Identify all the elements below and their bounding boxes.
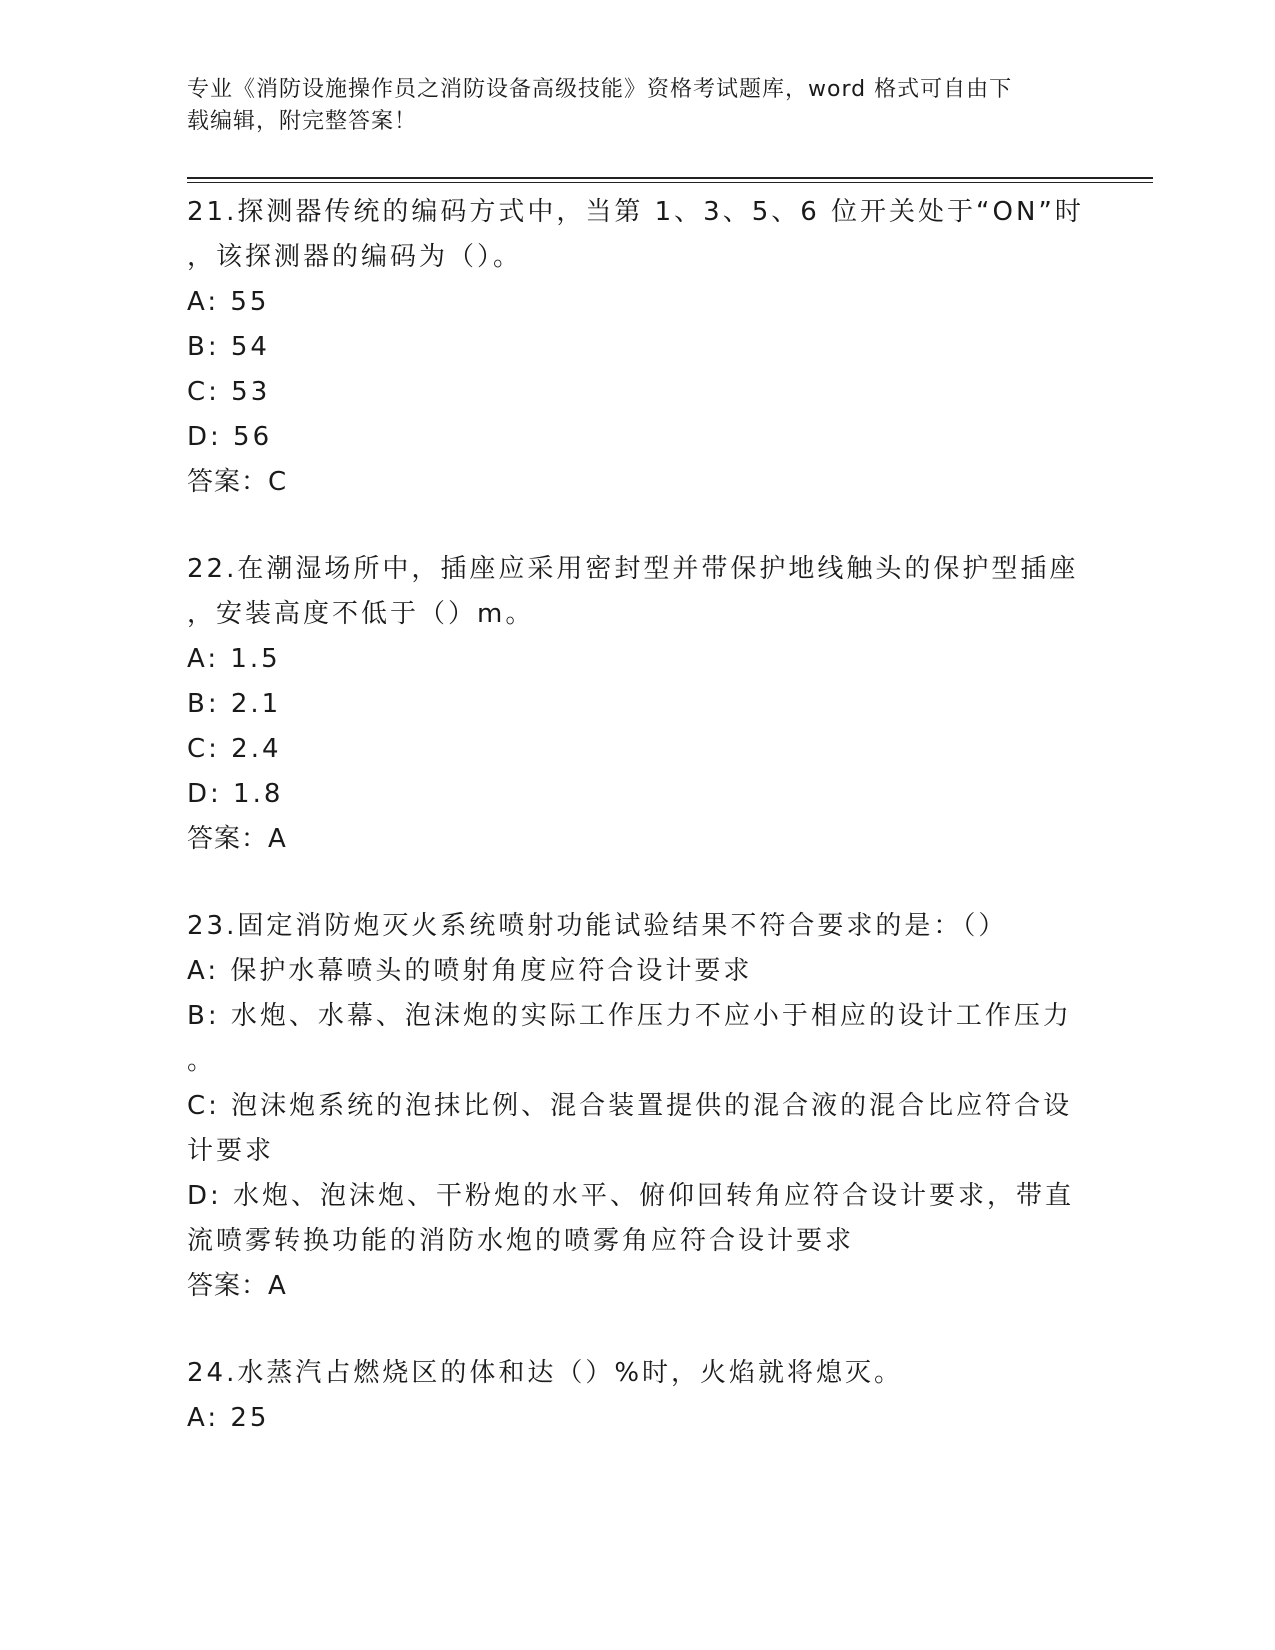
option-a: A: 25 bbox=[187, 1403, 270, 1433]
option-b-continuation: 。 bbox=[187, 1046, 217, 1076]
question-text: 22.在潮湿场所中，插座应采用密封型并带保护地线触头的保护型插座 bbox=[187, 554, 1079, 584]
header-divider-thick bbox=[187, 177, 1153, 179]
question-list bbox=[187, 190, 1087, 1483]
question-text: ，安装高度不低于（）m。 bbox=[187, 599, 535, 629]
question-22 bbox=[187, 547, 1087, 862]
option-d: D: 水炮、泡沫炮、干粉炮的水平、俯仰回转角应符合设计要求，带直 bbox=[187, 1181, 1075, 1211]
option-a: A: 1.5 bbox=[187, 644, 281, 674]
option-a: A: 55 bbox=[187, 287, 270, 317]
answer: 答案：A bbox=[187, 1271, 287, 1301]
option-a: A: 保护水幕喷头的喷射角度应符合设计要求 bbox=[187, 956, 753, 986]
option-c: C: 53 bbox=[187, 377, 271, 407]
option-b: B: 2.1 bbox=[187, 689, 282, 719]
answer: 答案：A bbox=[187, 824, 287, 854]
option-b: B: 水炮、水幕、泡沫炮的实际工作压力不应小于相应的设计工作压力 bbox=[187, 1001, 1072, 1031]
option-c-continuation: 计要求 bbox=[187, 1136, 275, 1166]
option-b: B: 54 bbox=[187, 332, 270, 362]
question-text: 23.固定消防炮灭火系统喷射功能试验结果不符合要求的是：（） bbox=[187, 911, 1008, 941]
option-d: D: 1.8 bbox=[187, 779, 284, 809]
header-line-1: 专业《消防设施操作员之消防设备高级技能》资格考试题库，word 格式可自由下 bbox=[187, 77, 1013, 102]
question-23 bbox=[187, 904, 1087, 1309]
document-header bbox=[187, 74, 1067, 138]
question-24 bbox=[187, 1351, 1087, 1441]
answer: 答案：C bbox=[187, 467, 288, 497]
header-divider-thin bbox=[187, 182, 1153, 183]
header-line-2: 载编辑，附完整答案！ bbox=[187, 109, 418, 134]
question-21 bbox=[187, 190, 1087, 505]
question-text: ，该探测器的编码为（）。 bbox=[187, 242, 523, 272]
option-c: C: 泡沫炮系统的泡抹比例、混合装置提供的混合液的混合比应符合设 bbox=[187, 1091, 1073, 1121]
option-d: D: 56 bbox=[187, 422, 273, 452]
option-c: C: 2.4 bbox=[187, 734, 282, 764]
option-d-continuation: 流喷雾转换功能的消防水炮的喷雾角应符合设计要求 bbox=[187, 1226, 855, 1256]
question-text: 21.探测器传统的编码方式中，当第 1、3、5、6 位开关处于“ON”时 bbox=[187, 197, 1084, 227]
question-text: 24.水蒸汽占燃烧区的体和达（）%时，火焰就将熄灭。 bbox=[187, 1358, 904, 1388]
